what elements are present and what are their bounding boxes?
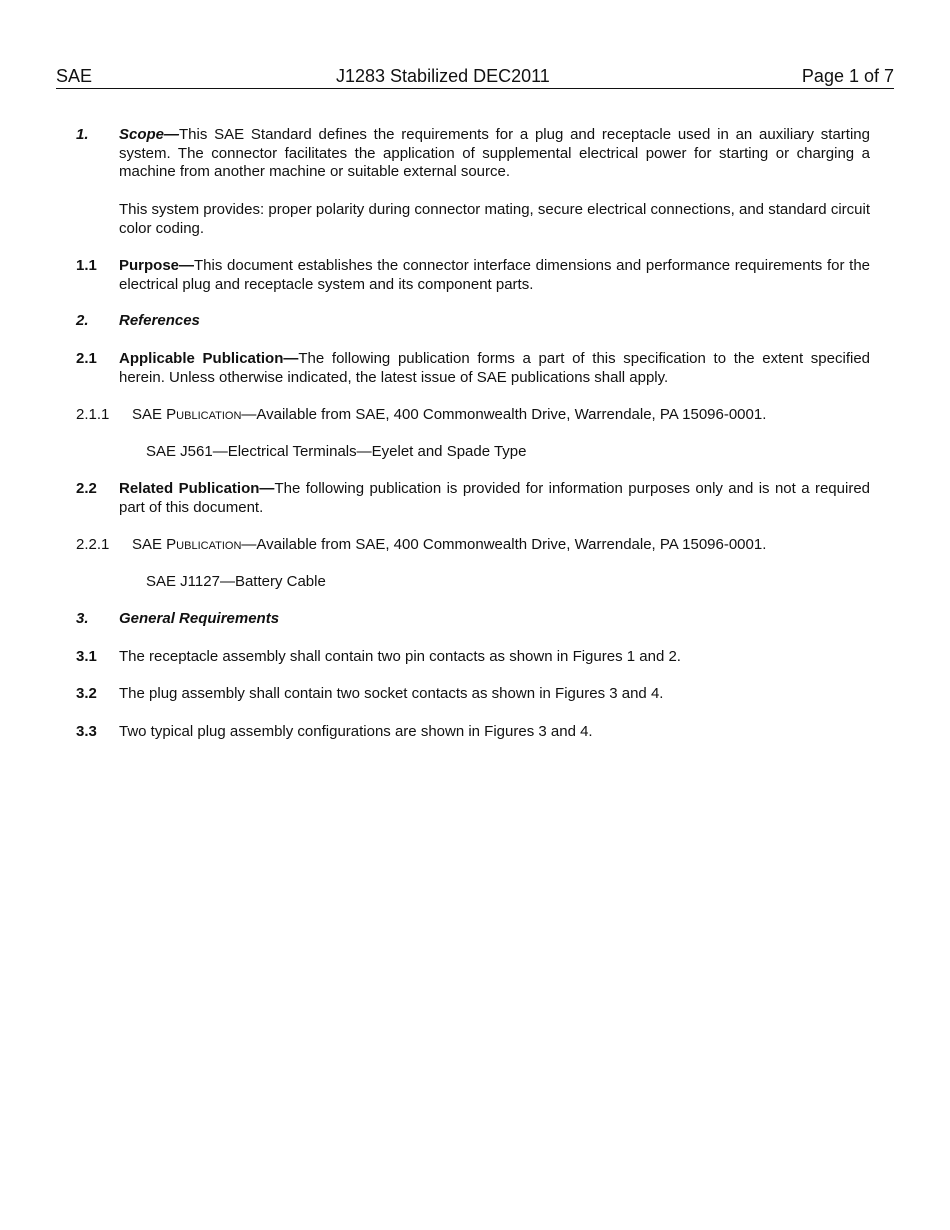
header-page-number: Page 1 of 7 — [801, 66, 894, 86]
section-number: 3.1 — [76, 648, 97, 665]
header-org: SAE — [56, 66, 93, 86]
section-paragraph — [132, 536, 766, 555]
section-title: Related Publication— — [119, 480, 275, 497]
section-title: Purpose— — [119, 257, 195, 274]
header-doc-id: J1283 Stabilized DEC2011 — [336, 66, 550, 86]
section-text: This document establishes the connector interface dimensions and performance requirements for the electrical plug and receptacle system and its component parts. — [119, 257, 870, 293]
section-text: The following publication is provided for information purposes only and is not a required part of this document. — [119, 480, 870, 516]
section-paragraph — [119, 126, 870, 182]
reference-text: SAE J1127—Battery Cable — [146, 573, 326, 590]
section-paragraph — [119, 480, 870, 517]
section-text: Two typical plug assembly configurations are shown in Figures 3 and 4. — [119, 723, 593, 740]
section-text: —Available from SAE, 400 Commonwealth Drive, Warrendale, PA 15096-0001. — [241, 536, 767, 553]
section-number: 2.1.1 — [76, 406, 110, 423]
section-text: The plug assembly shall contain two socket contacts as shown in Figures 3 and 4. — [119, 685, 664, 702]
section-text: This system provides: proper polarity during connector mating, secure electrical connections, and standard circuit color coding. — [119, 201, 870, 237]
section-number: 3.3 — [76, 723, 97, 740]
section-number: 3. — [76, 610, 89, 627]
section-text: The following publication forms a part of this specification to the extent specified herein. Unless otherwise indicated, the latest issue of SAE publications shall apply. — [119, 350, 871, 386]
section-number: 2.2 — [76, 480, 97, 497]
section-number: 3.2 — [76, 685, 97, 702]
section-text: The receptacle assembly shall contain two pin contacts as shown in Figures 1 and 2. — [119, 648, 681, 665]
section-number: 2.2.1 — [76, 536, 110, 553]
section-number: 1. — [76, 126, 89, 143]
publication-label: SAE Publication — [132, 406, 242, 423]
section-paragraph — [119, 257, 870, 294]
section-paragraph — [119, 350, 870, 387]
section-title: References — [119, 312, 200, 329]
page-header — [56, 66, 894, 89]
section-title: General Requirements — [119, 610, 280, 627]
section-title: Scope— — [119, 126, 180, 143]
section-number: 2.1 — [76, 350, 97, 367]
publication-label: SAE Publication — [132, 536, 242, 553]
section-text: This SAE Standard defines the requirements for a plug and receptacle used in an auxiliary starting system. The connector facilitates the application of supplemental electrical power for starting or charging a machine from another machine or suitable external source. — [119, 126, 870, 180]
section-paragraph — [132, 406, 766, 425]
section-number: 2. — [76, 312, 89, 329]
section-number: 1.1 — [76, 257, 97, 274]
section-text: —Available from SAE, 400 Commonwealth Drive, Warrendale, PA 15096-0001. — [241, 406, 767, 423]
reference-text: SAE J561—Electrical Terminals—Eyelet and Spade Type — [146, 443, 527, 460]
section-title: Applicable Publication— — [119, 350, 299, 367]
